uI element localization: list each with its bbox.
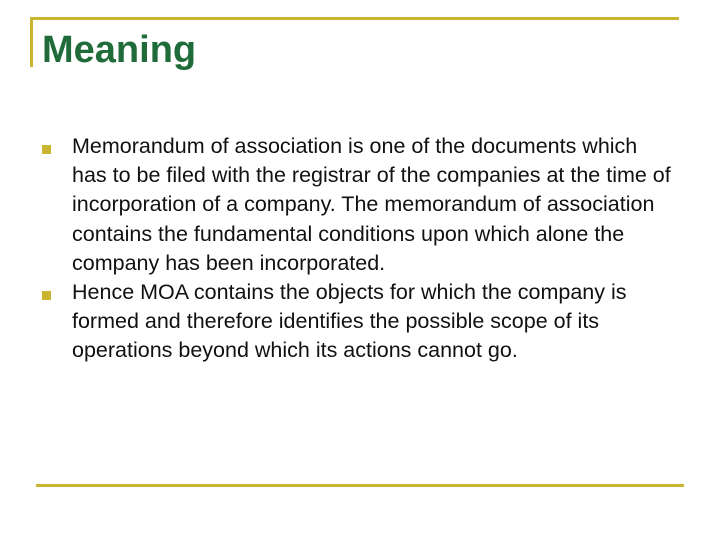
bullet-item [42, 278, 682, 366]
frame-bottom-rule [36, 484, 684, 487]
frame-left-rule [30, 17, 33, 67]
square-bullet-icon [42, 291, 51, 300]
square-bullet-icon [42, 145, 51, 154]
bullet-list [42, 132, 682, 366]
bullet-text: Hence MOA contains the objects for which the company is formed and therefore identifies the possible scope of its operations beyond which its actions cannot go. [72, 280, 627, 363]
bullet-item [42, 132, 682, 278]
frame-top-rule [30, 17, 679, 20]
bullet-text: Memorandum of association is one of the documents which has to be filed with the registrar of the companies at the time of incorporation of a company. The memorandum of association contains the fundamental conditions upon which alone the company has been incorporated. [72, 134, 671, 275]
slide-title: Meaning [42, 29, 197, 71]
